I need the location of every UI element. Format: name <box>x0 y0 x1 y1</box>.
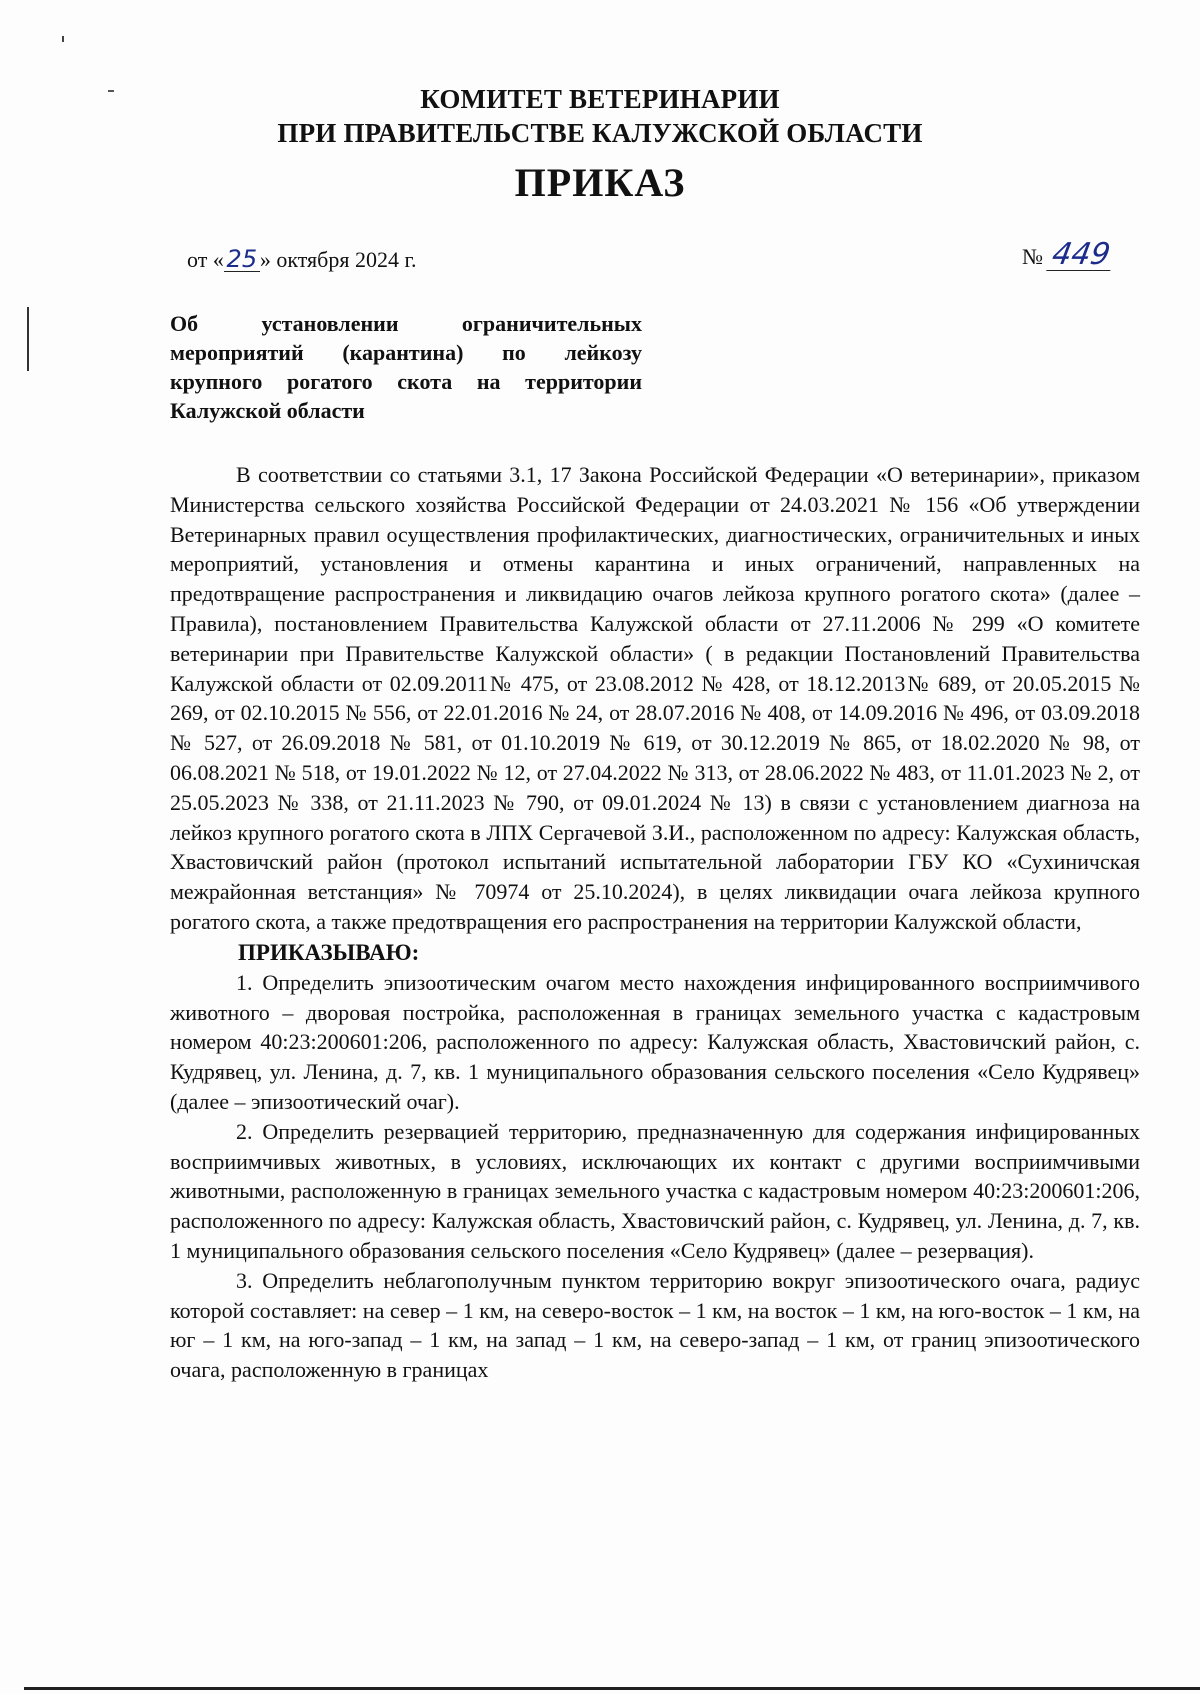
page-bottom-edge <box>24 1687 1200 1690</box>
document-body <box>170 460 1140 1385</box>
subject-line: мероприятий (карантина) по лейкозу <box>170 340 642 365</box>
document-subject <box>170 309 642 425</box>
order-item-1: 1. Определить эпизоотическим очагом место нахождения инфицированного восприимчивого животного – дворовая постройка, расположенная в границах земельного участка с кадастровым номером 40:23:200601:206, расположенного по адресу: Калужская область, Хвастовичский район, с. Кудрявец, ул. Ленина, д. 7, кв. 1 муниципального образования сельского поселения «Село Кудрявец» (далее – эпизоотический очаг). <box>170 969 1140 1114</box>
subject-line: Об установлении ограничительных <box>170 311 642 336</box>
subject-line: Калужской области <box>170 398 365 423</box>
scan-speck <box>62 36 64 42</box>
order-word: ПРИКАЗЫВАЮ: <box>238 939 420 965</box>
number-label: № <box>1022 244 1043 269</box>
preamble-paragraph: В соответствии со статьями 3.1, 17 Закона Российской Федерации «О ветеринарии», приказом Министерства сельского хозяйства Российской Федерации от 24.03.2021 № 156 «Об утверждении Ветеринарных правил осуществления профилактических, диагностических, ограничительных и иных мероприятий, установления и отмены карантина и иных ограничений, направленных на предотвращение распространения и ликвидацию очагов лейкоза крупного рогатого скота» (далее – Правила), постановлением Правительства Калужской области от 27.11.2006 № 299 «О комитете ветеринарии при Правительстве Калужской области» ( в редакции Постановлений Правительства Калужской области от 02.09.2011№ 475, от 23.08.2012 № 428, от 18.12.2013№ 689, от 20.05.2015 № 269, от 02.10.2015 № 556, от 22.01.2016 № 24, от 28.07.2016 № 408, от 14.09.2016 № 496, от 03.09.2018 № 527, от 26.09.2018 № 581, от 01.10.2019 № 619, от 30.12.2019 № 865, от 18.02.2020 № 98, от 06.08.2021 № 518, от 19.01.2022 № 12, от 27.04.2022 № 313, от 28.06.2022 № 483, от 11.01.2023 № 2, от 25.05.2023 № 338, от 21.11.2023 № 790, от 09.01.2024 № 13) в связи с установлением диагноза на лейкоз крупного рогатого скота в ЛПХ Сергачевой З.И., расположенном по адресу: Калужская область, Хвастовичский район (протокол испытаний испытательной лаборатории ГБУ КО «Сухиничская межрайонная ветстанция» № 70974 от 25.10.2024), в целях ликвидации очага лейкоза крупного рогатого скота, а также предотвращения его распространения на территории Калужской области, <box>170 462 1140 934</box>
date-suffix: » октября 2024 г. <box>259 247 417 272</box>
document-number <box>1022 237 1113 272</box>
date-day-handwritten: 25 <box>224 247 260 272</box>
committee-name-line2: ПРИ ПРАВИТЕЛЬСТВЕ КАЛУЖСКОЙ ОБЛАСТИ <box>277 118 923 148</box>
margin-mark <box>27 307 29 371</box>
committee-name-line1: КОМИТЕТ ВЕТЕРИНАРИИ <box>420 84 780 114</box>
order-item-3: 3. Определить неблагополучным пунктом территорию вокруг эпизоотического очага, радиус которой составляет: на север – 1 км, на северо-восток – 1 км, на восток – 1 км, на юго-восток – 1 км, на юг – 1 км, на юго-запад – 1 км, на запад – 1 км, на северо-запад – 1 км, от границ эпизоотического очага, расположенную в границах <box>170 1267 1140 1383</box>
subject-line: крупного рогатого скота на территории <box>170 369 642 394</box>
document-date <box>187 246 417 274</box>
number-value-handwritten: 449 <box>1046 240 1115 271</box>
document-title: ПРИКАЗ <box>514 160 686 205</box>
order-item-2: 2. Определить резервацией территорию, предназначенную для содержания инфицированных восприимчивых животных, в условиях, исключающих их контакт с другими восприимчивыми животными, расположенную в границах земельного участка с кадастровым номером 40:23:200601:206, расположенного по адресу: Калужская область, Хвастовичский район, с. Кудрявец, ул. Ленина, д. 7, кв. 1 муниципального образования сельского поселения «Село Кудрявец» (далее – резервация). <box>170 1118 1140 1263</box>
date-prefix: от « <box>187 247 224 272</box>
